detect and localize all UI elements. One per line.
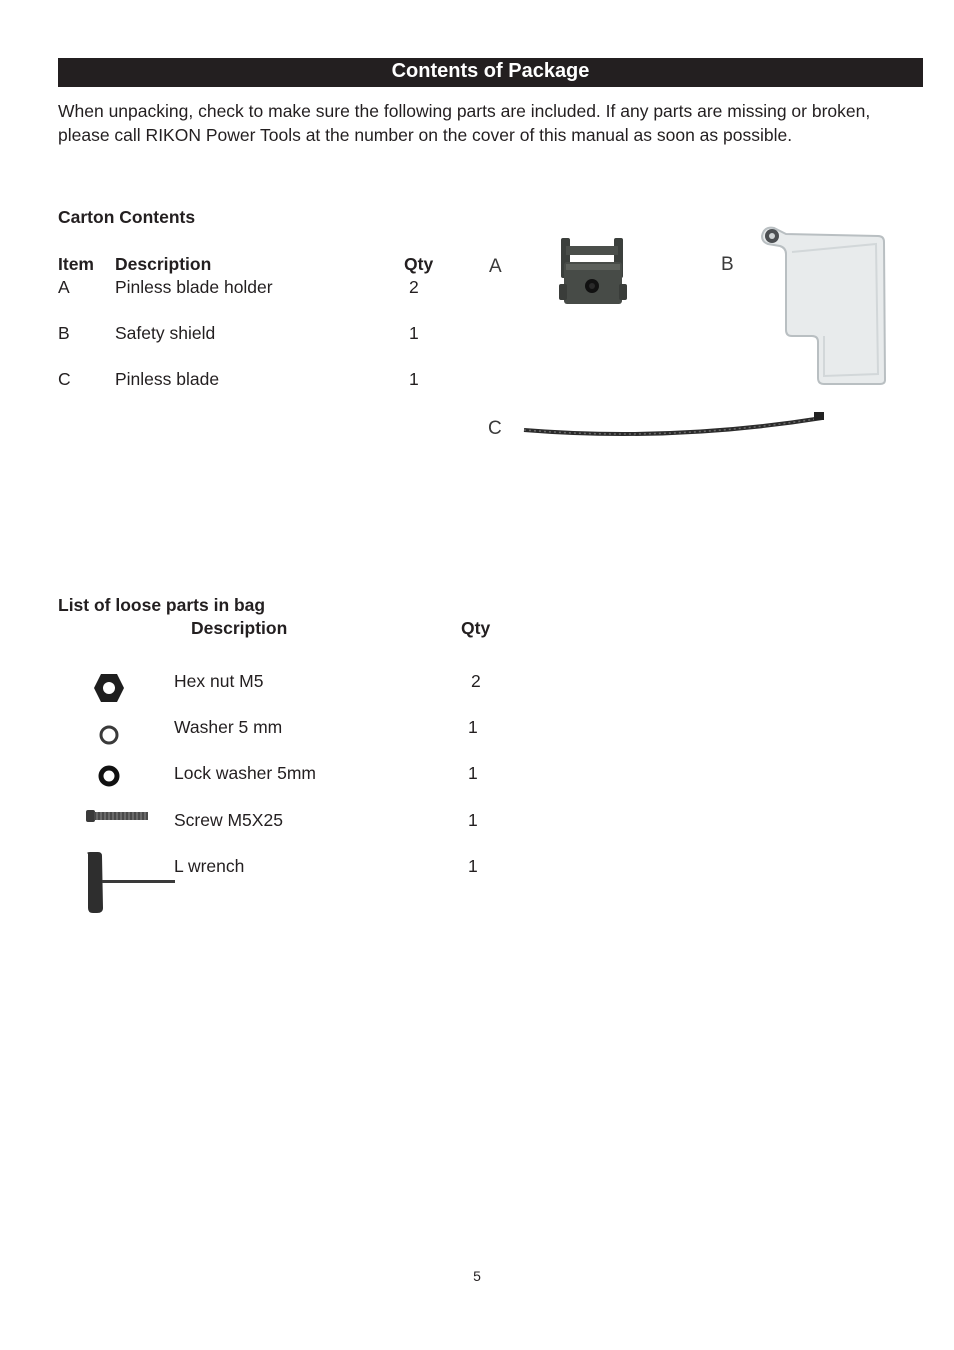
carton-desc-a: Pinless blade holder (115, 277, 273, 297)
loose-col-description: Description (191, 618, 288, 638)
loose-col-qty: Qty (461, 618, 491, 638)
carton-item-c: C (58, 369, 71, 389)
loose-qty-lock-washer: 1 (468, 763, 478, 783)
carton-col-item: Item (58, 254, 94, 274)
intro-paragraph: When unpacking, check to make sure the following parts are included. If any parts are missing or broken, please call RIKON Power Tools at the number on the cover of this manual as soon as possible. (58, 101, 871, 145)
loose-qty-hex-nut: 2 (471, 671, 481, 691)
carton-col-description: Description (115, 254, 212, 274)
loose-qty-washer: 1 (468, 717, 478, 737)
carton-qty-b: 1 (409, 323, 419, 343)
loose-desc-l-wrench: L wrench (174, 856, 245, 876)
page-number: 5 (473, 1268, 481, 1284)
carton-contents-heading: Carton Contents (58, 207, 196, 227)
screw-icon (85, 807, 151, 825)
figure-label-b: B (721, 254, 734, 275)
page-title: Contents of Package (58, 58, 923, 87)
loose-desc-screw: Screw M5X25 (174, 810, 283, 830)
pinless-blade-image (522, 408, 826, 444)
loose-desc-hex-nut: Hex nut M5 (174, 671, 264, 691)
loose-desc-washer: Washer 5 mm (174, 717, 283, 737)
carton-desc-c: Pinless blade (115, 369, 220, 389)
carton-qty-a: 2 (409, 277, 419, 297)
washer-icon (98, 724, 120, 746)
hex-nut-icon (92, 672, 126, 704)
loose-qty-l-wrench: 1 (468, 856, 478, 876)
safety-shield-image (758, 224, 890, 388)
carton-qty-c: 1 (409, 369, 419, 389)
loose-desc-lock-washer: Lock washer 5mm (174, 763, 316, 783)
carton-item-b: B (58, 323, 70, 343)
lock-washer-icon (97, 764, 121, 788)
loose-qty-screw: 1 (468, 810, 478, 830)
l-wrench-icon (82, 850, 178, 916)
carton-desc-b: Safety shield (115, 323, 216, 343)
loose-parts-heading: List of loose parts in bag (58, 595, 266, 615)
blade-holder-image (556, 234, 632, 310)
figure-label-c: C (488, 418, 502, 439)
carton-item-a: A (58, 277, 70, 297)
carton-col-qty: Qty (404, 254, 434, 274)
figure-label-a: A (489, 256, 502, 277)
